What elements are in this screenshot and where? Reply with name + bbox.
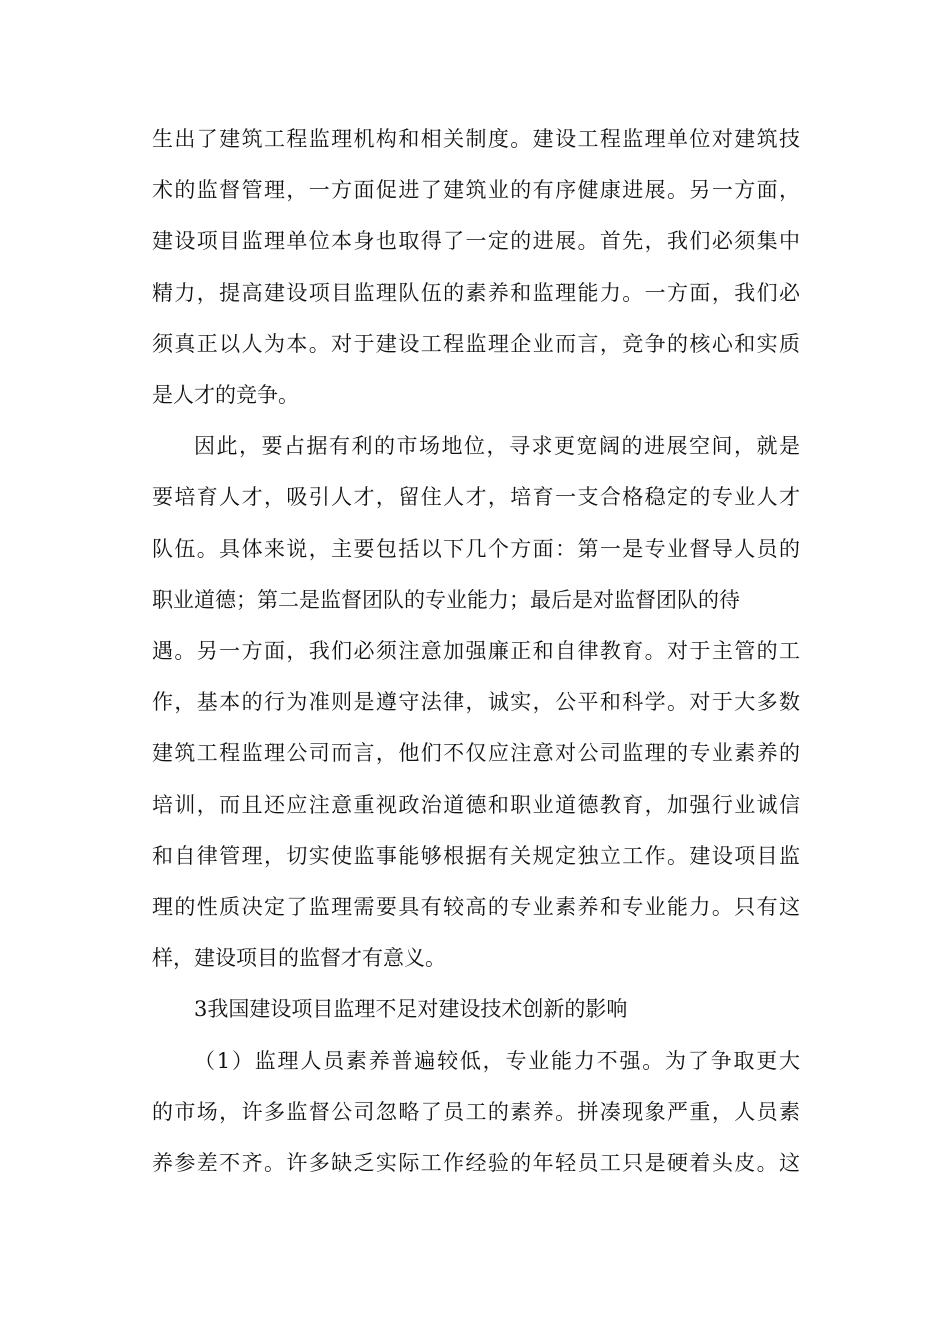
- text-line: 建设项目监理单位本身也取得了一定的进展。首先，我们必须集中: [152, 229, 800, 254]
- text-line: 须真正以人为本。对于建设工程监理企业而言，竞争的核心和实质: [152, 331, 800, 356]
- text-line: 是人才的竞争。: [152, 383, 299, 408]
- text-line: 因此，要占据有利的市场地位，寻求更宽阔的进展空间，就是: [194, 434, 800, 459]
- text-line: 精力，提高建设项目监理队伍的素养和监理能力。一方面，我们必: [152, 280, 800, 305]
- text-line: 要培育人才，吸引人才，留住人才，培育一支合格稳定的专业人才: [152, 485, 800, 510]
- heading-text: 3我国建设项目监理不足对建设技术创新的影响: [194, 997, 628, 1022]
- text-line: 遇。另一方面，我们必须注意加强廉正和自律教育。对于主管的工: [152, 639, 800, 664]
- text-line: 生出了建筑工程监理机构和相关制度。建设工程监理单位对建筑技: [152, 127, 800, 151]
- text-line: 队伍。具体来说，主要包括以下几个方面：第一是专业督导人员的: [152, 536, 800, 561]
- paragraph-continuation: [152, 114, 800, 421]
- text-line: 职业道德；第二是监督团队的专业能力；最后是对监督团队的待: [152, 587, 740, 612]
- text-line: 样，建设项目的监督才有意义。: [152, 946, 446, 971]
- text-line: （1）监理人员素养普遍较低，专业能力不强。为了争取更大: [194, 1048, 800, 1073]
- text-line: 养参差不齐。许多缺乏实际工作经验的年轻员工只是硬着头皮。这: [152, 1151, 800, 1176]
- text-line: 理的性质决定了监理需要具有较高的专业素养和专业能力。只有这: [152, 895, 800, 920]
- text-line: 培训，而且还应注意重视政治道德和职业道德教育，加强行业诚信: [152, 792, 800, 817]
- text-line: 和自律管理，切实使监事能够根据有关规定独立工作。建设项目监: [152, 843, 800, 868]
- text-line: 建筑工程监理公司而言，他们不仅应注意对公司监理的专业素养的: [152, 741, 800, 766]
- body-text: [152, 114, 800, 1189]
- paragraph-point-1: [152, 1036, 800, 1190]
- paragraph-talent: [152, 421, 800, 984]
- section-heading: [152, 984, 800, 1035]
- text-line: 的市场，许多监督公司忽略了员工的素养。拼凑现象严重，人员素: [152, 1099, 800, 1124]
- text-line: 术的监督管理，一方面促进了建筑业的有序健康进展。另一方面，: [152, 178, 800, 203]
- text-line: 作，基本的行为准则是遵守法律，诚实，公平和科学。对于大多数: [152, 690, 800, 715]
